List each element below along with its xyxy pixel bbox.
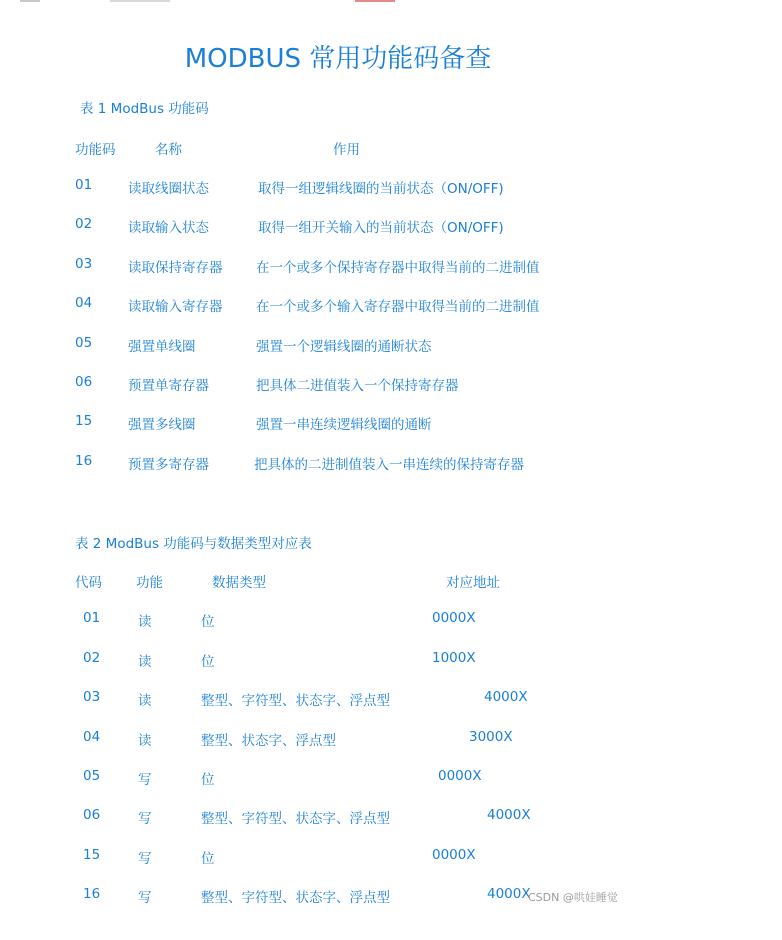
- top-edge-mark: [110, 0, 170, 2]
- table1-name-cell: 预置单寄存器: [128, 378, 209, 394]
- table1-code-cell: 02: [75, 216, 93, 232]
- table2-header-address: 对应地址: [446, 575, 500, 591]
- table2-function-cell: 写: [138, 890, 152, 906]
- table1-code-cell: 01: [75, 177, 93, 193]
- table1-desc-cell: 强置一个逻辑线圈的通断状态: [256, 339, 432, 355]
- table-row: [0, 453, 782, 475]
- table1-name-cell: 读取保持寄存器: [128, 260, 223, 276]
- table2-address-cell: 4000X: [487, 807, 531, 823]
- table1-header-row: [0, 138, 782, 160]
- table-row: [0, 650, 782, 672]
- table2-header-row: [0, 571, 782, 593]
- table-row: [0, 335, 782, 357]
- table2-function-cell: 写: [138, 772, 152, 788]
- table2-header-function: 功能: [136, 575, 163, 591]
- table1-desc-cell: 在一个或多个保持寄存器中取得当前的二进制值: [256, 260, 540, 276]
- table2-code-cell: 15: [83, 847, 101, 863]
- table1-code-cell: 16: [75, 453, 93, 469]
- table2-function-cell: 写: [138, 811, 152, 827]
- csdn-watermark: CSDN @哄娃睡觉: [528, 891, 618, 904]
- table2-datatype-cell: 位: [201, 851, 215, 867]
- table2-code-cell: 04: [83, 729, 101, 745]
- top-edge-mark: [20, 0, 40, 2]
- table1-desc-cell: 把具体二进值装入一个保持寄存器: [256, 378, 459, 394]
- table1-code-cell: 06: [75, 374, 93, 390]
- table-row: [0, 768, 782, 790]
- table1-code-cell: 03: [75, 256, 93, 272]
- top-edge-mark: [355, 0, 395, 2]
- table-row: [0, 689, 782, 711]
- table1-caption: 表 1 ModBus 功能码: [80, 101, 209, 117]
- table2-datatype-cell: 整型、状态字、浮点型: [201, 733, 336, 749]
- table-row: [0, 216, 782, 238]
- table2-address-cell: 4000X: [487, 886, 531, 902]
- table1-desc-cell: 把具体的二进制值装入一串连续的保持寄存器: [254, 457, 524, 473]
- table1-desc-cell: 取得一组开关输入的当前状态（ON/OFF): [258, 220, 504, 236]
- table1-code-cell: 15: [75, 413, 93, 429]
- table1-desc-cell: 强置一串连续逻辑线圈的通断: [256, 417, 432, 433]
- table-row: [0, 256, 782, 278]
- table-row: [0, 610, 782, 632]
- table2-code-cell: 01: [83, 610, 101, 626]
- table1-header-code: 功能码: [75, 142, 116, 158]
- table-row: [0, 177, 782, 199]
- table2-address-cell: 1000X: [432, 650, 476, 666]
- table2-datatype-cell: 整型、字符型、状态字、浮点型: [201, 811, 390, 827]
- table2-header-code: 代码: [75, 575, 102, 591]
- table2-caption: 表 2 ModBus 功能码与数据类型对应表: [75, 536, 312, 552]
- table-row: [0, 807, 782, 829]
- table2-datatype-cell: 位: [201, 654, 215, 670]
- table2-datatype-cell: 位: [201, 772, 215, 788]
- table1-desc-cell: 在一个或多个输入寄存器中取得当前的二进制值: [256, 299, 540, 315]
- table2-function-cell: 读: [138, 733, 152, 749]
- table-row: [0, 847, 782, 869]
- table-row: [0, 413, 782, 435]
- table2-code-cell: 02: [83, 650, 101, 666]
- table1-header-function: 作用: [333, 142, 360, 158]
- table2-function-cell: 读: [138, 654, 152, 670]
- table1-name-cell: 强置多线圈: [128, 417, 196, 433]
- table1-code-cell: 04: [75, 295, 93, 311]
- table2-address-cell: 3000X: [469, 729, 513, 745]
- table1-header-name: 名称: [155, 142, 182, 158]
- table2-function-cell: 读: [138, 693, 152, 709]
- table2-code-cell: 06: [83, 807, 101, 823]
- table2-address-cell: 4000X: [484, 689, 528, 705]
- table2-datatype-cell: 整型、字符型、状态字、浮点型: [201, 890, 390, 906]
- table1-name-cell: 强置单线圈: [128, 339, 196, 355]
- table1-desc-cell: 取得一组逻辑线圈的当前状态（ON/OFF): [258, 181, 504, 197]
- table2-code-cell: 16: [83, 886, 101, 902]
- table-row: [0, 295, 782, 317]
- table-row: [0, 729, 782, 751]
- table2-address-cell: 0000X: [432, 847, 476, 863]
- table1-name-cell: 预置多寄存器: [128, 457, 209, 473]
- table1-name-cell: 读取线圈状态: [128, 181, 209, 197]
- table2-address-cell: 0000X: [438, 768, 482, 784]
- table1-code-cell: 05: [75, 335, 93, 351]
- table2-datatype-cell: 位: [201, 614, 215, 630]
- document-title: MODBUS 常用功能码备查: [184, 44, 492, 74]
- table-row: [0, 374, 782, 396]
- table2-datatype-cell: 整型、字符型、状态字、浮点型: [201, 693, 390, 709]
- table2-function-cell: 写: [138, 851, 152, 867]
- table2-code-cell: 03: [83, 689, 101, 705]
- table2-code-cell: 05: [83, 768, 101, 784]
- table1-name-cell: 读取输入状态: [128, 220, 209, 236]
- table2-header-datatype: 数据类型: [212, 575, 266, 591]
- table2-function-cell: 读: [138, 614, 152, 630]
- top-edge-strip: [0, 0, 782, 3]
- table-row: [0, 886, 782, 908]
- table1-name-cell: 读取输入寄存器: [128, 299, 223, 315]
- table2-address-cell: 0000X: [432, 610, 476, 626]
